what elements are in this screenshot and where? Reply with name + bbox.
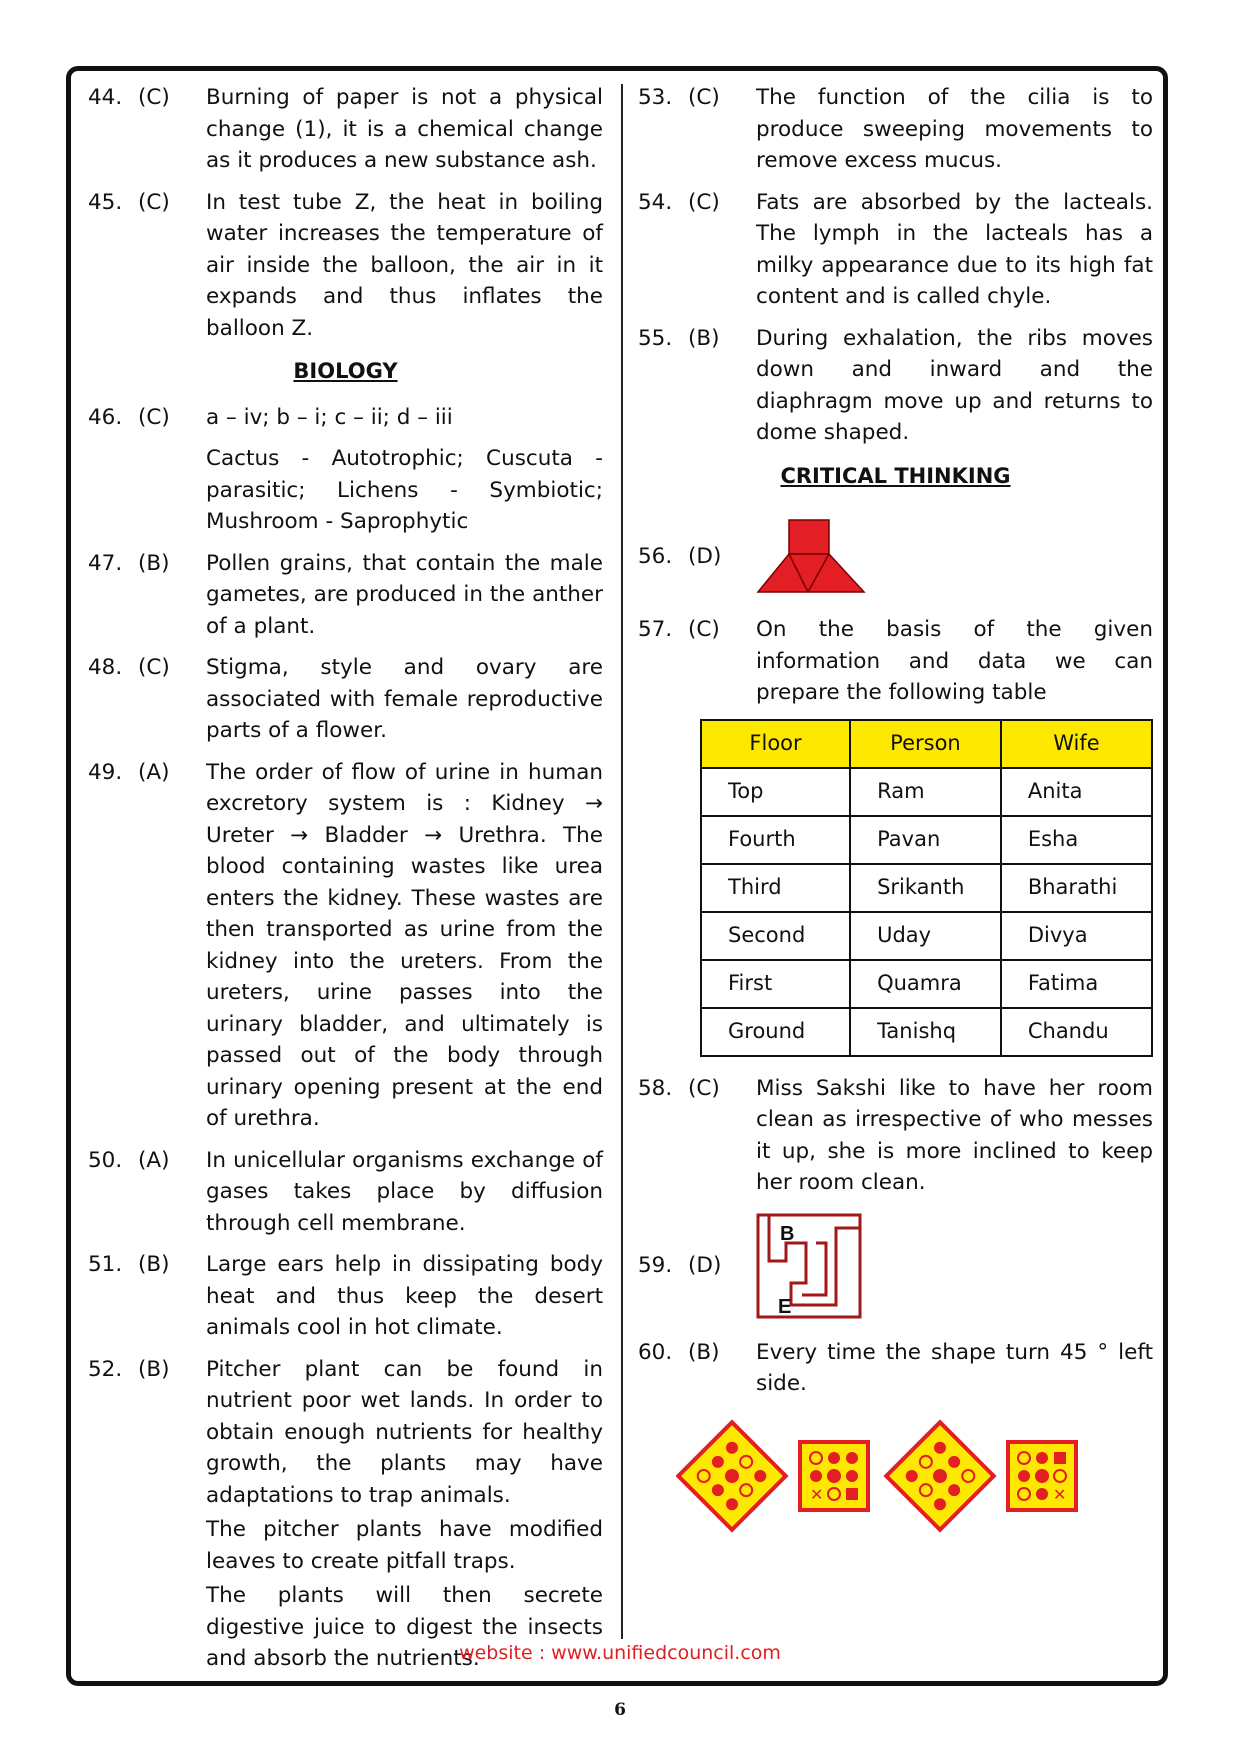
answer-46-detail: Cactus - Autotrophic; Cuscuta - parasitic; Lichens - Symbiotic; Mushroom - Saprophytic [206, 446, 603, 534]
explanation: Every time the shape turn 45 ° left side. [756, 1339, 1153, 1396]
website-footer: website : www.unifiedcouncil.com [459, 1642, 781, 1664]
explanation: Fats are absorbed by the lacteals. The lymph in the lacteals has a milky appearance due to its high fat content and is called chyle. [756, 189, 1153, 309]
answer-option: (D) [688, 1252, 722, 1278]
question-number: 51. [88, 1252, 123, 1277]
answer-option: (C) [688, 1075, 720, 1101]
answer-48 [88, 652, 603, 747]
paragraph: The plants will then secrete digestive juice to digest the insects and absorb the nutrients. [206, 1583, 603, 1671]
answer-49 [88, 757, 603, 1135]
svg-text:✕: ✕ [1053, 1484, 1067, 1504]
answer-59 [638, 1213, 1153, 1319]
answer-44 [88, 82, 603, 177]
table-header: Wife [1001, 720, 1152, 768]
table-row [701, 1008, 1152, 1056]
answer-55 [638, 323, 1153, 449]
explanation: The order of flow of urine in human excretory system is : Kidney → Ureter → Bladder → Urethra. The blood containing wastes like urea enters the kidney. These wastes are then transported as urine from the kidney into the ureters. From the ureters, urine passes into the urinary bladder, and ultimately is passed out of the body through urinary opening present at the end of urethra. [206, 759, 603, 1131]
table-cell: Anita [1001, 768, 1152, 816]
floor-table [700, 719, 1153, 1057]
table-cell: First [701, 960, 850, 1008]
question-number: 55. [638, 325, 673, 351]
answer-53 [638, 82, 1153, 177]
rotation-sequence-figure [676, 1416, 1116, 1536]
answer-50 [88, 1145, 603, 1240]
question-number: 53. [638, 85, 673, 110]
trapezoid-figure [756, 518, 866, 596]
table-row [701, 960, 1152, 1008]
biology-heading: BIOLOGY [293, 359, 398, 383]
explanation: a – iv; b – i; c – ii; d – iii [206, 404, 453, 430]
paragraph: Pitcher plant can be found in nutrient poor wet lands. In order to obtain enough nutrients for healthy growth, the plants may have adaptations to trap animals. [206, 1356, 603, 1508]
explanation [206, 1354, 603, 1675]
answer-option: (A) [138, 1147, 170, 1173]
question-number: 48. [88, 655, 123, 680]
answer-47 [88, 548, 603, 643]
table-cell: Tanishq [850, 1008, 1001, 1056]
table-row [701, 816, 1152, 864]
table-cell: Quamra [850, 960, 1001, 1008]
answer-option: (D) [688, 544, 722, 570]
answer-56 [638, 518, 1153, 596]
explanation: During exhalation, the ribs moves down and inward and the diaphragm move up and returns to dome shaped. [756, 325, 1153, 445]
answer-52 [88, 1354, 603, 1675]
question-number: 56. [638, 544, 673, 570]
table-cell: Third [701, 864, 850, 912]
explanation: In test tube Z, the heat in boiling water increases the temperature of air inside the balloon, the air in it expands and thus inflates the balloon Z. [206, 189, 603, 341]
question-number: 60. [638, 1339, 673, 1365]
paragraph: The pitcher plants have modified leaves to create pitfall traps. [206, 1517, 603, 1574]
question-number: 54. [638, 189, 673, 215]
question-number: 58. [638, 1075, 673, 1101]
table-cell: Srikanth [850, 864, 1001, 912]
answer-option: (C) [688, 189, 720, 215]
table-cell: Top [701, 768, 850, 816]
question-number: 50. [88, 1147, 123, 1173]
table-cell: Second [701, 912, 850, 960]
explanation: On the basis of the given information and data we can prepare the following table [756, 617, 1153, 705]
question-number: 59. [638, 1252, 673, 1278]
question-number: 47. [88, 550, 123, 576]
table-header: Person [850, 720, 1001, 768]
answer-46 [88, 402, 603, 434]
explanation: Pollen grains, that contain the male gametes, are produced in the anther of a plant. [206, 550, 603, 639]
answer-option: (B) [688, 325, 720, 351]
question-number: 46. [88, 404, 123, 430]
table-cell: Esha [1001, 816, 1152, 864]
answer-58 [638, 1073, 1153, 1199]
explanation: The function of the cilia is to produce sweeping movements to remove excess mucus. [756, 85, 1153, 173]
table-header-row [701, 720, 1152, 768]
answer-60 [638, 1337, 1153, 1400]
table-row [701, 912, 1152, 960]
answer-45 [88, 187, 603, 345]
question-number: 57. [638, 617, 673, 642]
critical-thinking-heading: CRITICAL THINKING [780, 463, 1011, 488]
answer-option: (C) [138, 85, 170, 110]
column-divider [621, 84, 623, 1639]
answer-option: (C) [688, 617, 720, 642]
table-cell: Ground [701, 1008, 850, 1056]
answer-option: (B) [688, 1339, 720, 1365]
figure-1-diamond [678, 1422, 785, 1529]
explanation: Large ears help in dissipating body heat and thus keep the desert animals cool in hot climate. [206, 1252, 603, 1340]
answer-option: (C) [138, 189, 170, 215]
figure-4-square [1008, 1442, 1076, 1510]
explanation: In unicellular organisms exchange of gases takes place by diffusion through cell membrane. [206, 1147, 603, 1236]
page-number: 6 [614, 1700, 626, 1720]
question-number: 49. [88, 759, 123, 785]
question-number: 45. [88, 189, 123, 215]
question-number: 44. [88, 85, 123, 110]
table-cell: Chandu [1001, 1008, 1152, 1056]
explanation: Miss Sakshi like to have her room clean as irrespective of who messes it up, she is more inclined to keep her room clean. [756, 1075, 1153, 1195]
answer-option: (C) [138, 404, 170, 430]
table-cell: Ram [850, 768, 1001, 816]
explanation: Stigma, style and ovary are associated with female reproductive parts of a flower. [206, 655, 603, 743]
explanation: Burning of paper is not a physical change (1), it is a chemical change as it produces a new substance ash. [206, 85, 603, 173]
answer-option: (B) [138, 550, 170, 576]
table-header: Floor [701, 720, 850, 768]
table-cell: Fourth [701, 816, 850, 864]
answer-51 [88, 1249, 603, 1344]
svg-text:✕: ✕ [810, 1484, 824, 1504]
label-e: E [778, 1295, 792, 1318]
answer-option: (B) [138, 1356, 170, 1382]
left-column [88, 82, 603, 1685]
table-row [701, 768, 1152, 816]
table-cell: Uday [850, 912, 1001, 960]
answer-option: (B) [138, 1252, 170, 1277]
answer-57 [638, 614, 1153, 709]
answer-54 [638, 187, 1153, 313]
table-cell: Divya [1001, 912, 1152, 960]
figure-3-diamond [886, 1422, 993, 1529]
label-b: B [780, 1222, 795, 1245]
maze-figure [756, 1213, 862, 1319]
table-row [701, 864, 1152, 912]
answer-option: (C) [688, 85, 720, 110]
answer-option: (A) [138, 759, 170, 785]
table-cell: Bharathi [1001, 864, 1152, 912]
answer-option: (C) [138, 655, 170, 680]
question-number: 52. [88, 1356, 123, 1382]
table-cell: Fatima [1001, 960, 1152, 1008]
figure-2-square [800, 1442, 868, 1510]
right-column [638, 82, 1153, 1545]
table-cell: Pavan [850, 816, 1001, 864]
